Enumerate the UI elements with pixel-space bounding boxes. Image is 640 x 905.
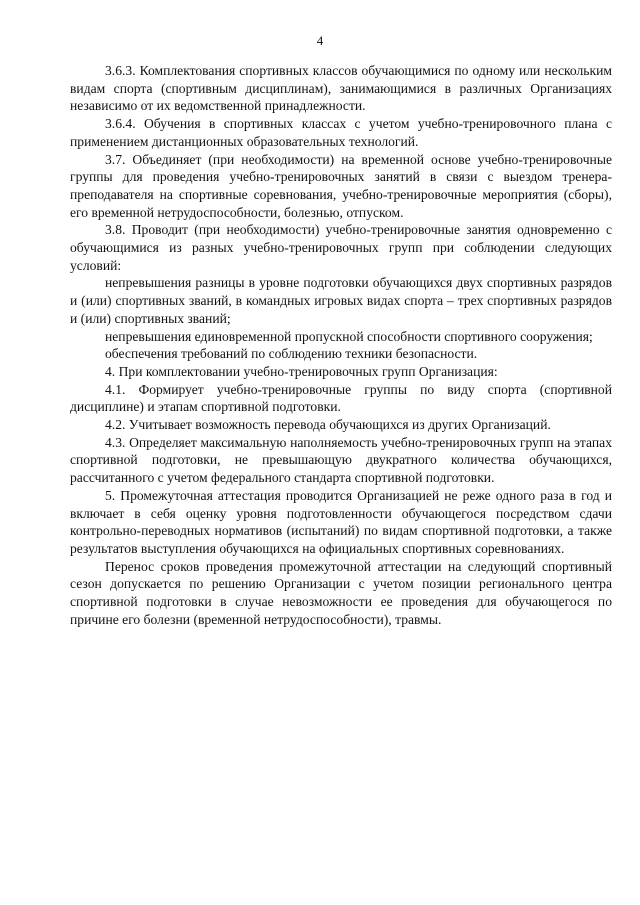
paragraph-5-postponement: Перенос сроков проведения промежуточной аттестации на следующий спортивный сезон допускается по решению Организации с учетом позиции регионального центра спортивной подготовки в случае невозможности ее проведения для обучающегося по причине его болезни (временной нетрудоспособности), травмы. bbox=[70, 558, 612, 627]
condition-safety: обеспечения требований по соблюдению техники безопасности. bbox=[105, 346, 478, 362]
paragraph-4-1: 4.1. Формирует учебно-тренировочные группы по виду спорта (спортивной дисциплине) и этапам спортивной подготовки. bbox=[70, 381, 612, 415]
document-body bbox=[70, 62, 612, 629]
paragraph-4-2: 4.2. Учитывает возможность перевода обучающихся из других Организаций. bbox=[105, 417, 551, 433]
page-number: 4 bbox=[316, 33, 324, 48]
paragraph-3-6-3: 3.6.3. Комплектования спортивных классов обучающимися по одному или нескольким видам спорта (спортивным дисциплинам), занимающимися в различных Организациях независимо от их ведомственной принадлежности. bbox=[70, 63, 612, 114]
paragraph-3-8: 3.8. Проводит (при необходимости) учебно-тренировочные занятия одновременно с обучающимися из разных учебно-тренировочных групп при соблюдении следующих условий: bbox=[70, 222, 612, 273]
paragraph-4-3: 4.3. Определяет максимальную наполняемость учебно-тренировочных групп на этапах спортивной подготовки, не превышающую двукратного количества обучающихся, рассчитанного с учетом федерального стандарта спортивной подготовки. bbox=[70, 434, 612, 486]
paragraph-3-7: 3.7. Объединяет (при необходимости) на временной основе учебно-тренировочные группы для проведения учебно-тренировочных занятий в связи с выездом тренера-преподавателя на спортивные соревнования, учебно-тренировочные мероприятия (сборы), его временной нетрудоспособности, болезнью, отпуском. bbox=[70, 151, 612, 220]
paragraph-4: 4. При комплектовании учебно-тренировочных групп Организация: bbox=[105, 363, 498, 379]
paragraph-5: 5. Промежуточная аттестация проводится Организацией не реже одного раза в год и включает в себя оценку уровня подготовленности обучающегося посредством сдачи контрольно-переводных нормативов (испытаний) по видам спортивной подготовки, а также результатов выступления обучающихся на официальных спортивных соревнованиях. bbox=[70, 487, 612, 556]
condition-capacity: непревышения единовременной пропускной способности спортивного сооружения; bbox=[105, 328, 593, 344]
condition-rank-difference: непревышения разницы в уровне подготовки обучающихся двух спортивных разрядов и (или) спортивных званий, в командных игровых видах спорта – трех спортивных разрядов и (или) спортивных званий; bbox=[70, 275, 612, 326]
paragraph-3-6-4: 3.6.4. Обучения в спортивных классах с учетом учебно-тренировочного плана с применением дистанционных образовательных технологий. bbox=[70, 116, 612, 149]
